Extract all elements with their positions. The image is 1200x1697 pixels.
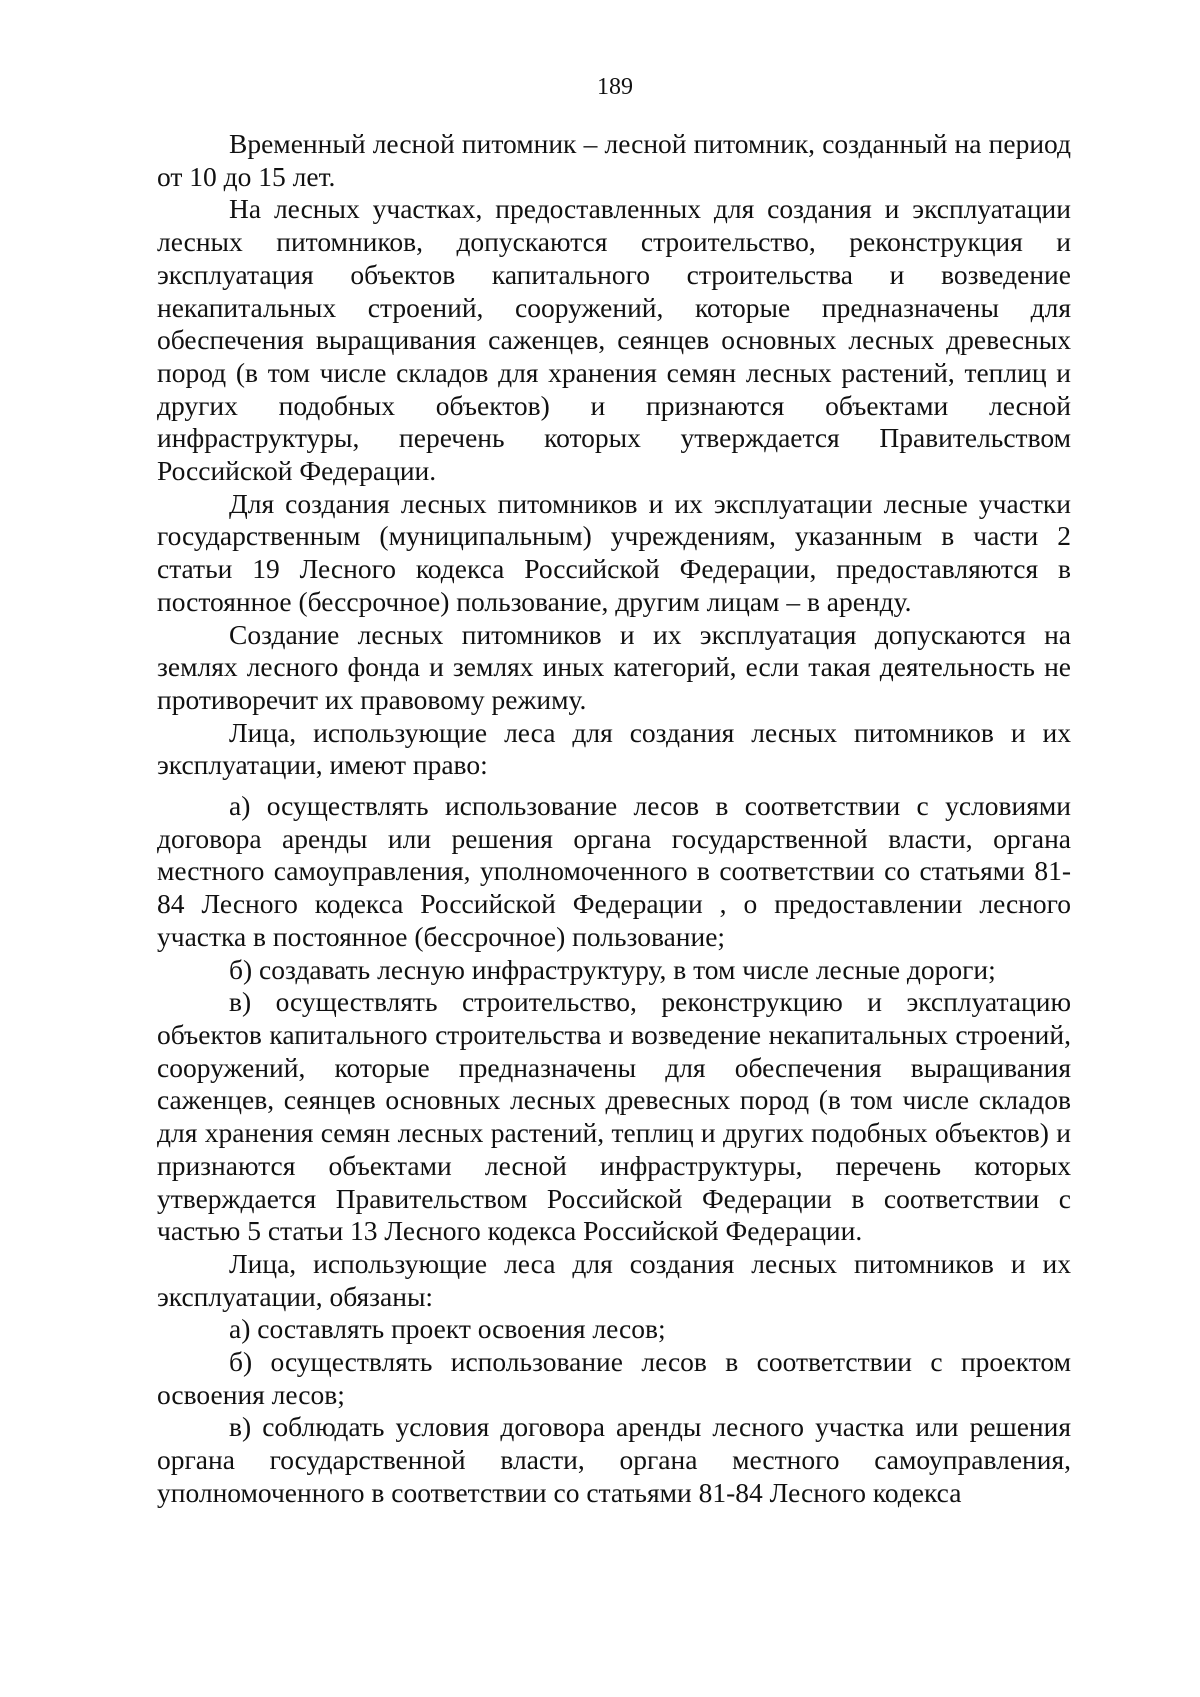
paragraph-plot-provision: Для создания лесных питомников и их эксплуатации лесные участки государственным (муниципальным) учреждениям, указанным в части 2 статьи 19 Лесного кодекса Российской Федерации, предоставляются в постоянное (бессрочное) пользование, другим лицам – в аренду. xyxy=(157,487,1071,617)
page-number: 189 xyxy=(597,74,633,100)
document-body xyxy=(157,128,1071,1510)
list-item-obligation-c: в) соблюдать условия договора аренды лесного участка или решения органа государственной власти, органа местного самоуправления, уполномоченного в соответствии со статьями 81-84 Лесного кодекса xyxy=(157,1411,1071,1508)
list-item-obligation-b: б) осуществлять использование лесов в соответствии с проектом освоения лесов; xyxy=(157,1346,1071,1410)
list-item-obligation-a: а) составлять проект освоения лесов; xyxy=(229,1313,666,1345)
paragraph-nursery-land-plots: На лесных участках, предоставленных для создания и эксплуатации лесных питомников, допускаются строительство, реконструкция и эксплуатация объектов капитального строительства и возведение некапитальных строений, сооружений, которые предназначены для обеспечения выращивания саженцев, сеянцев основных лесных древесных пород (в том числе складов для хранения семян лесных растений, теплиц и других подобных объектов) и признаются объектами лесной инфраструктуры, перечень которых утверждается Правительством Российской Федерации. xyxy=(157,193,1071,487)
list-item-right-c: в) осуществлять строительство, реконструкцию и эксплуатацию объектов капитального строительства и возведение некапитальных строений, сооружений, которые предназначены для обеспечения выращивания саженцев, сеянцев основных лесных древесных пород (в том числе складов для хранения семян лесных растений, теплиц и других подобных объектов) и признаются объектами лесной инфраструктуры, перечень которых утверждается Правительством Российской Федерации в соответствии с частью 5 статьи 13 Лесного кодекса Российской Федерации. xyxy=(157,986,1071,1247)
paragraph-obligations-intro: Лица, использующие леса для создания лесных питомников и их эксплуатации, обязаны: xyxy=(157,1247,1071,1312)
list-item-right-a: а) осуществлять использование лесов в соответствии с условиями договора аренды или решения органа государственной власти, органа местного самоуправления, уполномоченного в соответствии со статьями 81-84 Лесного кодекса Российской Федерации , о предоставлении лесного участка в постоянное (бессрочное) пользование; xyxy=(157,790,1071,952)
paragraph-land-categories: Создание лесных питомников и их эксплуатация допускаются на землях лесного фонда и землях иных категорий, если такая деятельность не противоречит их правовому режиму. xyxy=(157,618,1071,715)
paragraph-temporary-nursery: Временный лесной питомник – лесной питомник, созданный на период от 10 до 15 лет. xyxy=(157,128,1071,192)
list-item-right-b: б) создавать лесную инфраструктуру, в том числе лесные дороги; xyxy=(229,953,996,985)
paragraph-rights-intro: Лица, использующие леса для создания лесных питомников и их эксплуатации, имеют право: xyxy=(157,716,1071,781)
